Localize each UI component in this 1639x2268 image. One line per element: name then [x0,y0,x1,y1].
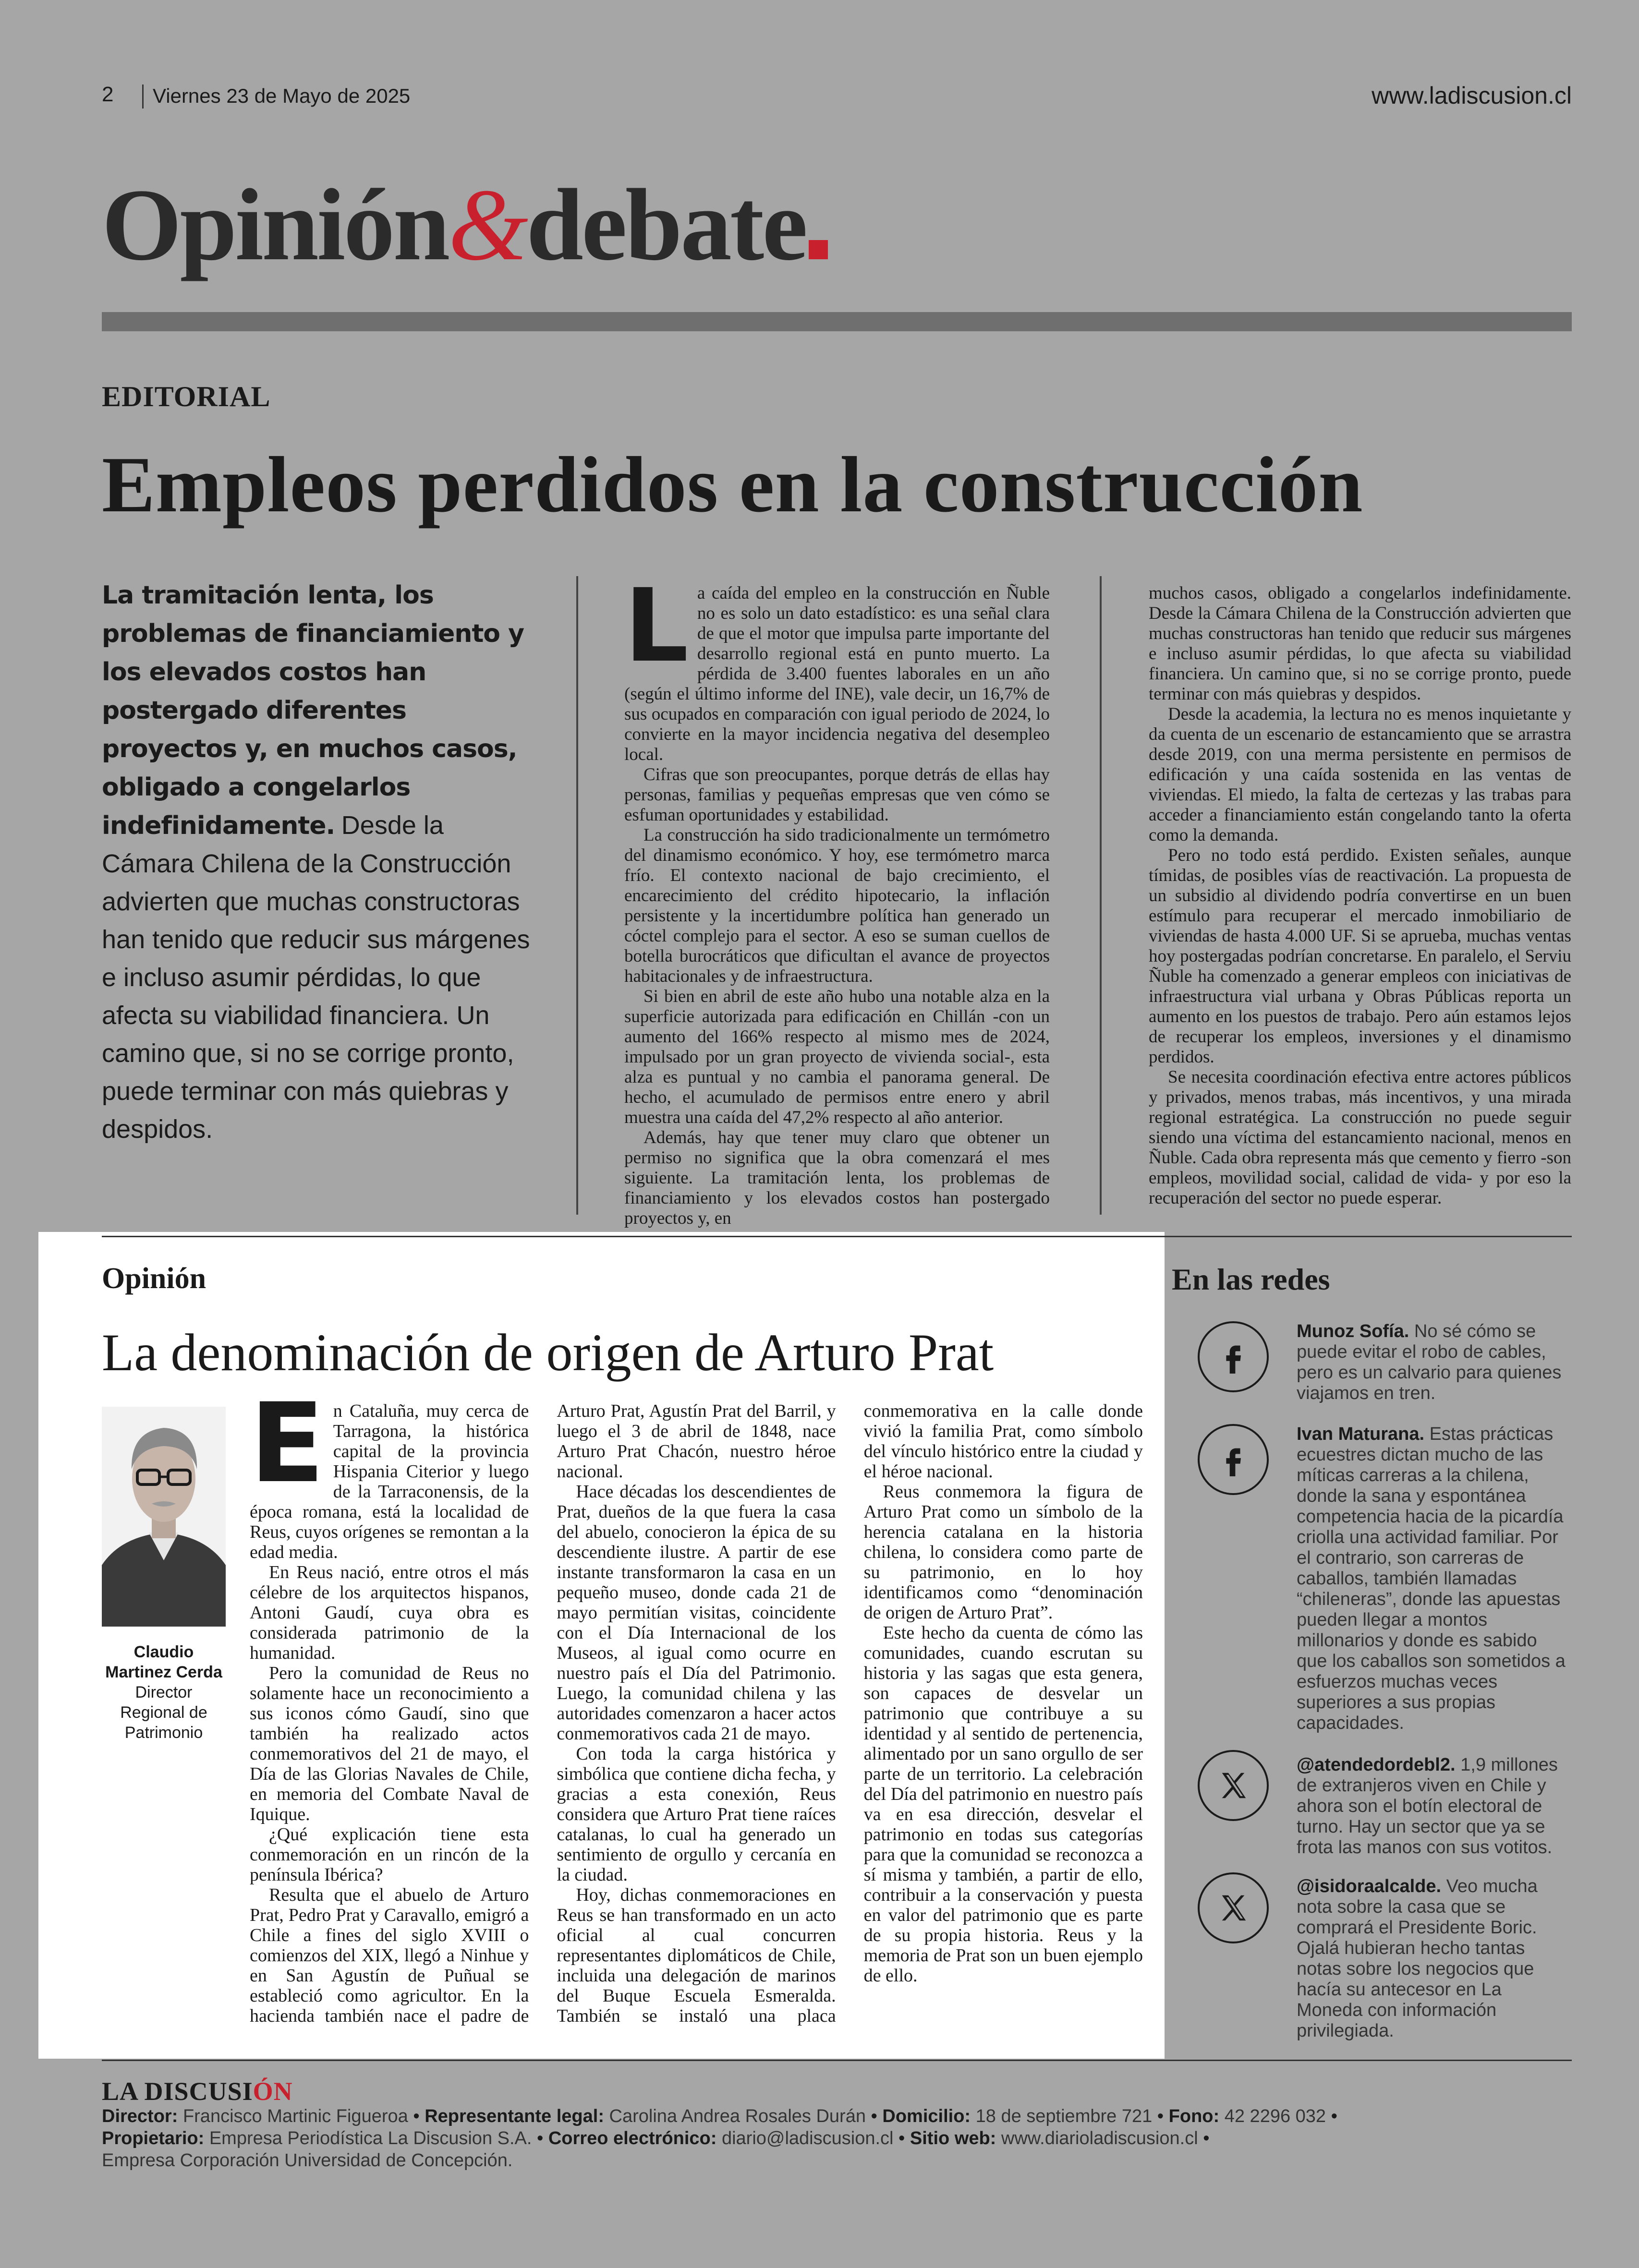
editorial-paragraph: Si bien en abril de este año hubo una notable alza en la superficie autorizada para edificación en Chillán -con un aumento del 166% respecto al mismo mes de 2024, impulsado por un gran proyecto de vivienda social-, esta alza es puntual y no cambia el panorama general. De hecho, el acumulado de permisos entre enero y abril muestra una caída del 47,2% respecto al año anterior. [624,987,1050,1127]
header-separator [142,84,144,109]
editorial-label: EDITORIAL [102,381,271,412]
page-number: 2 [102,83,114,106]
editorial-paragraph: Además, hay que tener muy claro que obtener un permiso no significa que la obra comenzará el mes siguiente. La tramitación lenta, los problemas de financiamiento y los elevados costos han postergado proyectos y, en [624,1128,1050,1228]
masthead-debate: debate [526,168,806,282]
website-link[interactable]: www.diarioladiscusion.cl [1001,2128,1198,2148]
opinion-headline: La denominación de origen de Arturo Prat [102,1323,994,1382]
editorial-lead [102,576,534,1148]
post-author: Ivan Maturana. [1297,1424,1425,1444]
section-masthead [102,168,828,282]
footer-line-3: Empresa Corporación Universidad de Concepción. [102,2150,513,2171]
editorial-dropcap: L [624,567,689,685]
owner: Empresa Periodística La Discusion S.A. [209,2128,532,2148]
footer-line-2: Propietario: Empresa Periodística La Discusion S.A. • Correo electrónico: diario@ladiscusion.cl • Sitio web: www.diarioladiscusion.cl • [102,2128,1210,2148]
section-rule [102,1236,1572,1237]
editorial-lead-text: Desde la Cámara Chilena de la Construcción advierten que muchas constructoras han tenido que reducir sus márgenes e incluso asumir pérdidas, lo que afecta su viabilidad financiera. Un camino que, si no se corrige pronto, puede terminar con más quiebras y despidos. [102,811,530,1144]
masthead-red-dot [809,240,828,259]
newspaper-logo [102,2076,293,2106]
x-icon [1198,1750,1269,1821]
editorial-paragraph: Desde la academia, la lectura no es menos inquietante y da cuenta de un escenario de estancamiento que se arrastra desde 2019, con una merma persistente en permisos de edificación y una caída sostenida en las ventas de viviendas. El miedo, la falta de certezas y las trabas para acceder a financiamiento están congelando tanto la oferta como la demanda. [1149,704,1571,845]
column-divider [1100,576,1102,1215]
owner-label: Propietario: [102,2128,205,2148]
editorial-paragraph: muchos casos, obligado a congelarlos indefinidamente. Desde la Cámara Chilena de la Construcción advierten que muchas constructoras han tenido que reducir sus márgenes e incluso asumir pérdidas, lo que afecta su viabilidad financiera. Un camino que, si no se corrige pronto, puede terminar con más quiebras y despidos. [1149,583,1571,704]
author-role: Director Regional de Patrimonio [120,1683,207,1742]
opinion-paragraph: Hace décadas los descendientes de Prat, dueños de la que fuera la casa del abuelo, conocieron la épica de su descendiente ilustre. A partir de ese instante transformaron la casa en un pequeño museo, donde cada 21 de mayo permitían visitas, coincidente con el Día Internacional de los Museos, al igual como ocurre en nuestro país el Día del Patrimonio. Luego, la comunidad chilena y las autoridades comenzaron a hacer actos conmemorativos cada 21 de mayo. [557,1482,836,1744]
footer-rule [102,2060,1572,2061]
address: 18 de septiembre 721 [975,2106,1153,2126]
opinion-paragraph: Pero la comunidad de Reus no solamente hace un reconocimiento a sus iconos cómo Gaudí, sino que también ha realizado actos conmemorativos del 21 de mayo, el Día de las Glorias Navales de Chile, en memoria del Combate Naval de Iquique. [250,1663,529,1824]
opinion-dropcap: E [250,1379,325,1507]
footer-line-1: Director: Francisco Martinic Figueroa • Representante legal: Carolina Andrea Rosales Durán • Domicilio: 18 de septiembre 721 • Fono: 42 2296 032 • [102,2106,1337,2126]
opinion-paragraph: Resulta que el abuelo de Arturo Prat, Pedro Prat y Caravallo, emigró a Chile a fines del siglo XVIII o comienzos del XIX, llegó a Ninhue y en San Agustín de Puñual se estableció como agricultor. En la hacienda también nace el padre de Arturo Prat, Agustín Prat del Barril, y luego el 3 de abril de 1848, nace Arturo Prat Chacón, nuestro héroe nacional. [250,1401,836,2026]
facebook-icon [1198,1321,1269,1392]
social-post [1297,1321,1566,1404]
social-post [1297,1876,1566,2041]
social-post [1297,1755,1566,1858]
author-name: Claudio Martinez Cerda [105,1643,222,1681]
phone: 42 2296 032 [1224,2106,1326,2126]
editorial-column-2 [624,567,1050,1229]
masthead-opinion: Opinión [102,168,449,282]
site-url-link[interactable]: www.ladiscusion.cl [1372,82,1572,109]
email-link[interactable]: diario@ladiscusion.cl [721,2128,894,2148]
post-author: Munoz Sofía. [1297,1321,1409,1341]
post-text: Veo mucha nota sobre la casa que se comprará el Presidente Boric. Ojalá hubieran hecho tantas notas sobre los negocios que hacía su antecesor en La Moneda con información privilegiada. [1297,1876,1538,2041]
opinion-paragraph: Con toda la carga histórica y simbólica que contiene dicha fecha, y gracias a esta conexión, Reus considera que Arturo Prat tiene raíces catalanas, lo cual ha generado un sentimiento de orgullo y cercanía en la ciudad. [557,1744,836,1885]
editorial-paragraph: Pero no todo está perdido. Existen señales, aunque tímidas, de posibles vías de reactivación. La propuesta de un subsidio al dividendo podría convertirse en un buen estímulo para recuperar el mercado inmobiliario de viviendas de hasta 4.000 UF. Si se aprueba, muchas ventas hoy postergadas podrían concretarse. En paralelo, el Serviu Ñuble ha comenzado a generar empleos con iniciativas de infraestructura vial urbana y Obras Públicas reporta un aumento en los puestos de trabajo. Pero aún estamos lejos de recuperar los empleos, inversiones y el dinamismo perdidos. [1149,845,1571,1067]
post-text: Estas prácticas ecuestres dictan mucho de las míticas carreras a la chilena, donde la sana y espontánea competencia hacia de la picardía criolla una actividad familiar. Por el contrario, son carreras de caballos, también llamadas “chileneras”, donde las apuestas pueden llegar a montos millonarios y donde es sabido que los caballos son sometidos a esfuerzos muchas veces superiores a sus propias capacidades. [1297,1424,1566,1733]
opinion-label: Opinión [102,1262,206,1295]
rep-name: Carolina Andrea Rosales Durán [609,2106,866,2126]
opinion-paragraph: ¿Qué explicación tiene esta conmemoración en un rincón de la península Ibérica? [250,1824,529,1885]
post-author: @isidoraalcalde. [1297,1876,1442,1896]
masthead-ampersand: & [448,168,526,282]
email-label: Correo electrónico: [548,2128,717,2148]
editorial-lead-bold: La tramitación lenta, los problemas de financiamiento y los elevados costos han postergado diferentes proyectos y, en muchos casos, obligado a congelarlos indefinidamente. [102,581,524,840]
post-text: No sé cómo se puede evitar el robo de cables, pero es un calvario para quienes viajamos en tren. [1297,1321,1562,1403]
editorial-paragraph: a caída del empleo en la construcción en Ñuble no es solo un dato estadístico: es una señal clara de que el motor que impulsa parte importante del desarrollo regional está en punto muerto. La pérdida de 3.400 fuentes laborales en un año (según el último informe del INE), vale decir, un 16,7% de sus ocupados en comparación con igual periodo de 2024, lo convierte en la mayor incidencia negativa del desempleo local. [624,583,1050,764]
post-author: @atendedordebl2. [1297,1755,1456,1775]
editorial-column-3 [1149,583,1571,1208]
rep-label: Representante legal: [425,2106,604,2126]
footer-credits [102,2105,1572,2171]
logo-text-accent: ÓN [253,2077,293,2106]
editorial-paragraph: Cifras que son preocupantes, porque detrás de ellas hay personas, familias y pequeñas empresas que ven cómo se esfuman oportunidades y estabilidad. [624,765,1050,825]
opinion-body [250,1379,1143,2044]
social-section-label: En las redes [1172,1262,1330,1296]
logo-text: LA DISCUSI [102,2077,253,2106]
column-divider [576,576,578,1215]
address-label: Domicilio: [882,2106,971,2126]
director-label: Director: [102,2106,178,2126]
author-byline [102,1642,226,1743]
director-name: Francisco Martinic Figueroa [182,2106,408,2126]
opinion-paragraph: n Cataluña, muy cerca de Tarragona, la histórica capital de la provincia Hispania Citerior y luego de la Tarraconensis, de la época romana, está la localidad de Reus, cuyos orígenes se remontan a la edad media. [250,1401,529,1562]
editorial-paragraph: La construcción ha sido tradicionalmente un termómetro del dinamismo económico. Y hoy, ese termómetro marca frío. El contexto nacional de bajo crecimiento, el encarecimiento del crédito hipotecario, la inflación persistente y la incertidumbre política han generado un cóctel complejo para el sector. A eso se suman cuellos de botella burocráticos que dificultan el avance de proyectos habitacionales y de infraestructura. [624,825,1050,986]
masthead-rule [102,312,1572,331]
x-icon [1198,1872,1269,1943]
phone-label: Fono: [1168,2106,1220,2126]
opinion-paragraph: Este hecho da cuenta de cómo las comunidades, cuando escrutan su historia y las sagas que esta genera, son capaces de desvelar un patrimonio que contribuye a su identidad y al sentido de pertenencia, alimentado por un sano orgullo de ser parte de un territorio. La celebración del Día del patrimonio en nuestro país va en esa dirección, desvelar el patrimonio en todas sus categorías para que la comunidad se reconozca a sí misma y también, a partir de ello, contribuir a la conservación y puesta en valor del patrimonio que es parte de su propia historia. Reus y la memoria de Prat son un buen ejemplo de ello. [863,1623,1143,1986]
social-post [1297,1424,1566,1734]
opinion-paragraph: Hoy, dichas conmemoraciones en Reus se han transformado en un acto oficial al cual concurren representantes diplomáticos de Chile, incluida una delegación de marinos del Buque Escuela Esmeralda. También se instaló una placa conmemorativa en la calle donde vivió la familia Prat, como símbolo del vínculo histórico entre la ciudad y el héroe nacional. [557,1401,1143,2026]
editorial-headline: Empleos perdidos en la construcción [102,440,1363,529]
opinion-paragraph: Reus conmemora la figura de Arturo Prat como un símbolo de la herencia catalana en la historia chilena, lo considera como parte de su patrimonio, en lo hoy identificamos como “denominación de origen de Arturo Prat”. [863,1482,1143,1623]
issue-date: Viernes 23 de Mayo de 2025 [153,84,411,107]
opinion-paragraph: En Reus nació, entre otros el más célebre de los arquitectos hispanos, Antoni Gaudí, cuya obra es considerada patrimonio de la humanidad. [250,1562,529,1663]
editorial-paragraph: Se necesita coordinación efectiva entre actores públicos y privados, menos trabas, más incentivos, y una mirada regional estratégica. La construcción no puede seguir siendo una víctima del estancamiento nacional, menos en Ñuble. Cada obra representa más que cemento y fierro -son empleos, movilidad social, calidad de vida- y por eso la recuperación del sector no puede esperar. [1149,1067,1571,1208]
website-label: Sitio web: [910,2128,996,2148]
author-photo [102,1407,226,1627]
post-text: 1,9 millones de extranjeros viven en Chile y ahora son el botín electoral de turno. Hay un sector que ya se frota las manos con sus votitos. [1297,1755,1558,1858]
facebook-icon [1198,1424,1269,1495]
